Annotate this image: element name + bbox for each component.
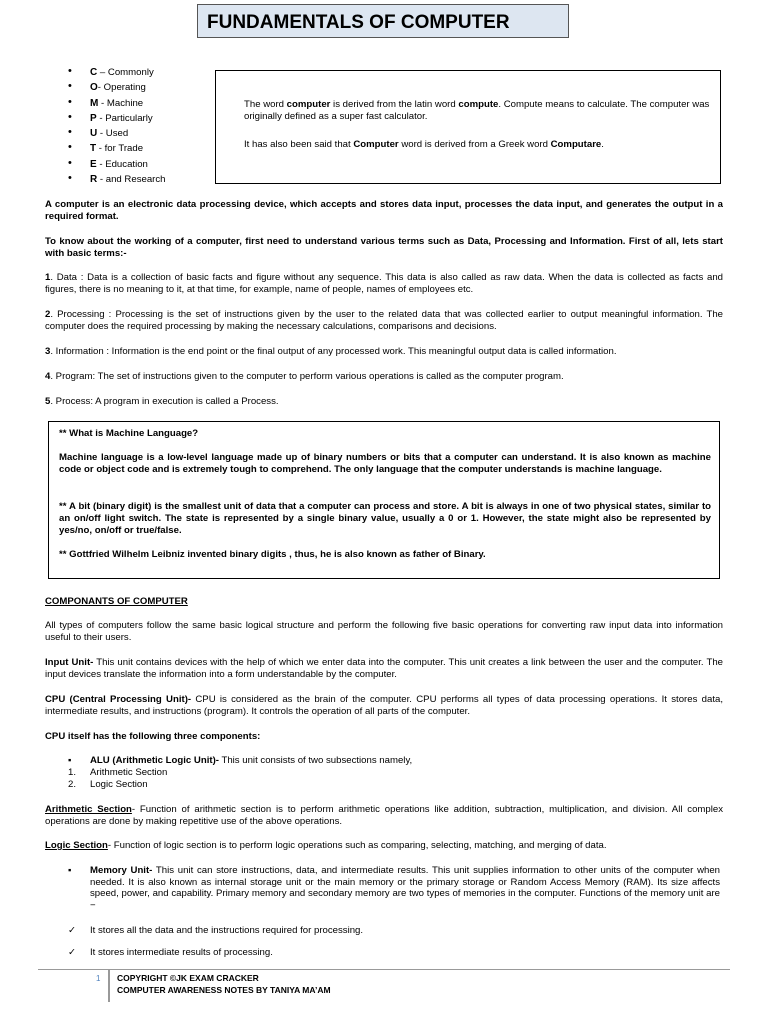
list-item: • R - and Research bbox=[68, 172, 166, 186]
memory-function-2: ✓ It stores intermediate results of processing. bbox=[68, 947, 273, 958]
term-information: 3. Information : Information is the end point or the final output of any processed work. This meaningful output data is called information. bbox=[45, 346, 617, 357]
intro-paragraph: A computer is an electronic data processing device, which accepts and stores data input, processes the data input, and generates the output in a required format. bbox=[45, 199, 723, 222]
ml-paragraph-3: ** Gottfried Wilhelm Leibniz invented binary digits , thus, he is also known as father of Binary. bbox=[59, 549, 486, 560]
ml-paragraph-2: ** A bit (binary digit) is the smallest unit of data that a computer can process and store. A bit is always in one of two physical states, similar to an on/off light switch. The state is represented by a single binary value, usually a 0 or 1. However, the state might also be represented by yes/no, on/off or true/false. bbox=[59, 501, 711, 536]
list-item: • P - Particularly bbox=[68, 110, 153, 124]
list-item: • E - Education bbox=[68, 156, 148, 170]
list-item: • U - Used bbox=[68, 126, 129, 140]
footer-notes-credit: COMPUTER AWARENESS NOTES BY TANIYA MA’AM bbox=[117, 985, 331, 995]
footer-bar bbox=[108, 970, 110, 1002]
definition-box bbox=[215, 70, 721, 184]
list-item: 2. Logic Section bbox=[68, 779, 148, 790]
arithmetic-section-paragraph: Arithmetic Section- Function of arithmetic section is to perform arithmetic operations like addition, subtraction, multiplication, and division. All complex operations are done by making repetitive use of the above operations. bbox=[45, 804, 724, 827]
footer-divider bbox=[38, 969, 730, 970]
machine-language-box bbox=[48, 421, 720, 579]
list-item: • T - for Trade bbox=[68, 141, 144, 155]
list-item: 1. Arithmetic Section bbox=[68, 767, 168, 778]
term-processing: 2. Processing : Processing is the set of instructions given by the user to the related data that was collected earlier to output meaningful information. The computer does the required processing by making the necessary calculations, comparisons and decisions. bbox=[45, 309, 723, 332]
cpu-components-heading: CPU itself has the following three components: bbox=[45, 731, 261, 742]
list-item: • O- Operating bbox=[68, 80, 146, 94]
logic-section-paragraph: Logic Section- Function of logic section is to perform logic operations such as comparing, selecting, matching, and merging of data. bbox=[45, 840, 607, 851]
term-data: 1. Data : Data is a collection of basic facts and figure without any sequence. This data is also called as raw data. When the data is collected as facts and figures, there is no meaning to it, at that time, for example, name of people, names of employees etc. bbox=[45, 272, 723, 295]
footer-copyright: COPYRIGHT ©JK EXAM CRACKER bbox=[117, 973, 259, 983]
components-heading: COMPONANTS OF COMPUTER bbox=[45, 596, 188, 607]
footer-text bbox=[117, 972, 331, 996]
cpu-paragraph: CPU (Central Processing Unit)- CPU is considered as the brain of the computer. CPU performs all types of data processing operations. It stores data, intermediate results, and instructions (program). It controls the operation of all parts of the computer. bbox=[45, 694, 723, 717]
input-unit-paragraph: Input Unit- This unit contains devices with the help of which we enter data into the computer. This unit creates a link between the user and the computer. The input devices translate the information into a form understandable by the computer. bbox=[45, 657, 723, 680]
acronym-list bbox=[68, 66, 166, 188]
definition-paragraph-1: The word computer is derived from the latin word compute. Compute means to calculate. The computer was originally defined as a super fast calculator. bbox=[244, 99, 710, 122]
memory-function-1: ✓ It stores all the data and the instructions required for processing. bbox=[68, 925, 364, 936]
list-item: • C – Commonly bbox=[68, 65, 154, 78]
alu-sub-list bbox=[68, 767, 167, 791]
term-process: 5. Process: A program in execution is called a Process. bbox=[45, 396, 279, 407]
alu-item: ▪ ALU (Arithmetic Logic Unit)- This unit consists of two subsections namely, bbox=[68, 755, 413, 766]
memory-unit-item: ▪ Memory Unit- This unit can store instructions, data, and intermediate results. This unit supplies information to other units of the computer when needed. It is also known as internal storage unit or the main memory or the primary storage or Random Access Memory (RAM). Its size affects speed, power, and capability. Primary memory and secondary memory are two types of memories in the computer. Functions of the memory unit are − bbox=[68, 865, 721, 911]
ml-question: ** What is Machine Language? bbox=[59, 428, 199, 439]
intro-terms-paragraph: To know about the working of a computer, first need to understand various terms such as Data, Processing and Information. First of all, lets start with basic terms:- bbox=[45, 236, 723, 259]
title-box bbox=[197, 4, 569, 38]
components-intro: All types of computers follow the same basic logical structure and perform the following five basic operations for converting raw input data into information useful to their users. bbox=[45, 620, 723, 643]
term-program: 4. Program: The set of instructions given to the computer to perform various operations is called as the computer program. bbox=[45, 371, 564, 382]
definition-paragraph-2: It has also been said that Computer word is derived from a Greek word Computare. bbox=[244, 139, 604, 150]
page-title: FUNDAMENTALS OF COMPUTER bbox=[207, 12, 510, 33]
ml-paragraph-1: Machine language is a low-level language made up of binary numbers or bits that a computer can understand. It is also known as machine code or object code and is extremely tough to comprehend. The only language that the computer understands is machine language. bbox=[59, 452, 711, 475]
page-number: 1 bbox=[96, 974, 101, 983]
list-item: • M - Machine bbox=[68, 95, 144, 109]
